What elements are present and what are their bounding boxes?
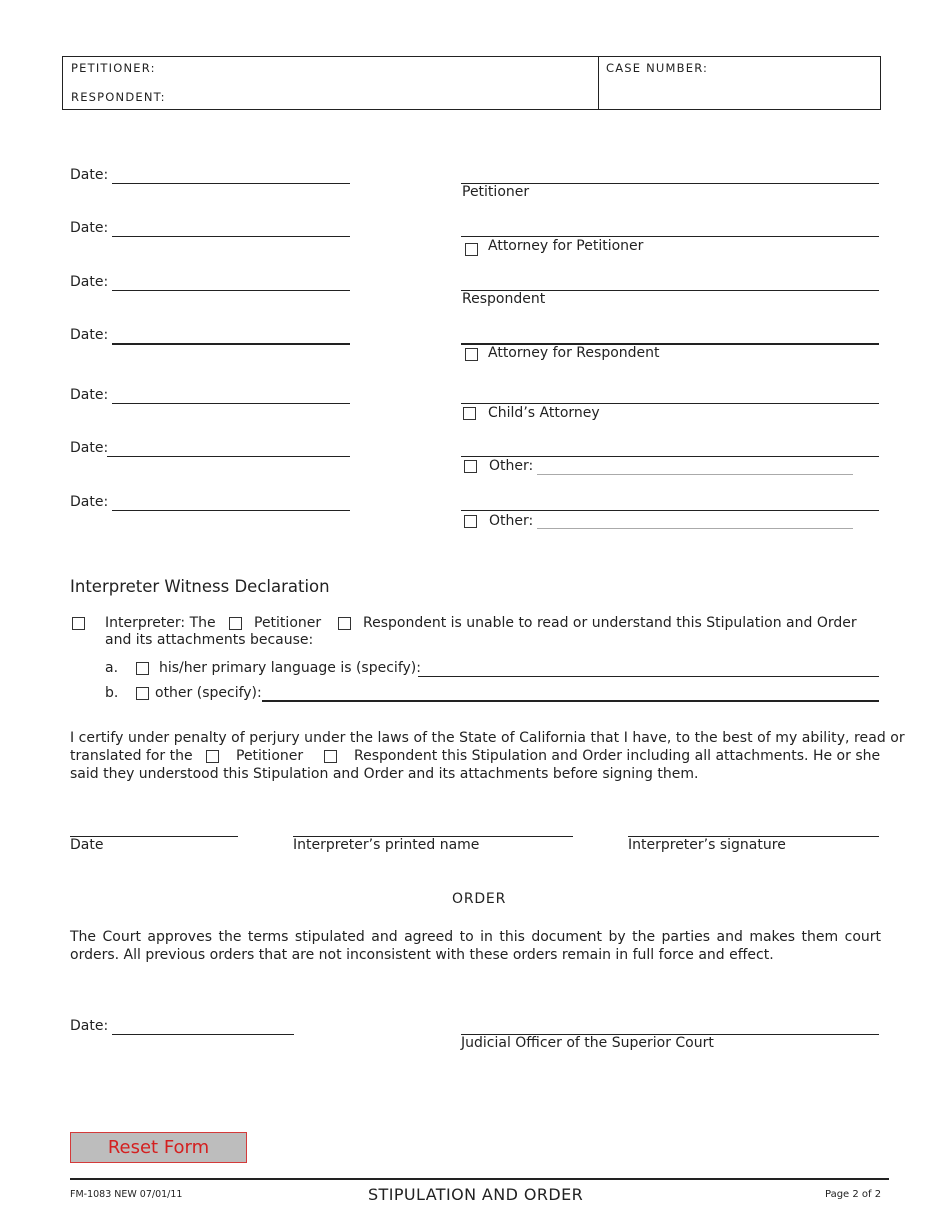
attorney-petitioner-checkbox[interactable] bbox=[465, 243, 478, 256]
item-b-label: b. bbox=[105, 685, 119, 701]
other-signature-line-2[interactable] bbox=[461, 510, 879, 511]
attorney-petitioner-signature-line[interactable] bbox=[461, 236, 879, 237]
interpreter-date-caption: Date bbox=[70, 837, 104, 853]
date-label-7: Date: bbox=[70, 494, 109, 510]
footer-rule bbox=[70, 1178, 889, 1180]
date-field-3[interactable] bbox=[112, 290, 350, 291]
petitioner-caption: Petitioner bbox=[462, 184, 530, 200]
interpreter-signature-caption: Interpreter’s signature bbox=[628, 837, 786, 853]
language-specify-field[interactable] bbox=[418, 676, 879, 677]
other-reason-text: other (specify): bbox=[155, 685, 262, 701]
interpreter-respondent-text: Respondent is unable to read or understand this Stipulation and Order bbox=[363, 615, 857, 631]
other-specify-field-2[interactable] bbox=[537, 528, 853, 529]
caption-divider bbox=[598, 57, 599, 109]
date-label-6: Date: bbox=[70, 440, 109, 456]
order-date-field[interactable] bbox=[112, 1034, 294, 1035]
other-reason-specify-field[interactable] bbox=[262, 700, 879, 702]
cert-line-3: said they understood this Stipulation and Order and its attachments before signing them. bbox=[70, 766, 699, 782]
attorney-petitioner-caption: Attorney for Petitioner bbox=[488, 238, 644, 254]
respondent-label: RESPONDENT: bbox=[71, 90, 166, 104]
other-caption-1: Other: bbox=[489, 458, 534, 474]
other-reason-checkbox[interactable] bbox=[136, 687, 149, 700]
form-id: FM-1083 NEW 07/01/11 bbox=[70, 1189, 183, 1200]
date-label-2: Date: bbox=[70, 220, 109, 236]
respondent-caption: Respondent bbox=[462, 291, 546, 307]
date-field-1[interactable] bbox=[112, 183, 350, 184]
attorney-respondent-caption: Attorney for Respondent bbox=[488, 345, 660, 361]
interpreter-petitioner-checkbox[interactable] bbox=[229, 617, 242, 630]
reset-form-button[interactable]: Reset Form bbox=[70, 1132, 247, 1163]
cert-prefix: translated for the bbox=[70, 748, 193, 764]
date-field-5[interactable] bbox=[112, 403, 350, 404]
other-checkbox-1[interactable] bbox=[464, 460, 477, 473]
date-field-4[interactable] bbox=[112, 343, 350, 345]
interpreter-petitioner-label: Petitioner bbox=[254, 615, 322, 631]
language-text: his/her primary language is (specify): bbox=[159, 660, 421, 676]
date-field-7[interactable] bbox=[112, 510, 350, 511]
language-checkbox[interactable] bbox=[136, 662, 149, 675]
cert-respondent-text: Respondent this Stipulation and Order including all attachments. He or she bbox=[354, 748, 881, 764]
case-number-label: CASE NUMBER: bbox=[606, 61, 709, 75]
date-label-4: Date: bbox=[70, 327, 109, 343]
attorney-respondent-checkbox[interactable] bbox=[465, 348, 478, 361]
other-caption-2: Other: bbox=[489, 513, 534, 529]
interpreter-checkbox[interactable] bbox=[72, 617, 85, 630]
other-signature-line-1[interactable] bbox=[461, 456, 879, 457]
childs-attorney-checkbox[interactable] bbox=[463, 407, 476, 420]
cert-petitioner-label: Petitioner bbox=[236, 748, 304, 764]
childs-attorney-caption: Child’s Attorney bbox=[488, 405, 600, 421]
cert-line-1: I certify under penalty of perjury under the laws of the State of California that I have, to the best of my ability, read or bbox=[70, 730, 905, 746]
interpreter-printed-name-caption: Interpreter’s printed name bbox=[293, 837, 480, 853]
childs-attorney-signature-line[interactable] bbox=[461, 403, 879, 404]
other-specify-field-1[interactable] bbox=[537, 474, 853, 475]
date-label-3: Date: bbox=[70, 274, 109, 290]
cert-petitioner-checkbox[interactable] bbox=[206, 750, 219, 763]
date-field-6[interactable] bbox=[107, 456, 350, 457]
order-heading: ORDER bbox=[452, 891, 507, 907]
page-number: Page 2 of 2 bbox=[825, 1189, 882, 1200]
footer-title: STIPULATION AND ORDER bbox=[368, 1185, 584, 1204]
date-label-1: Date: bbox=[70, 167, 109, 183]
date-label-5: Date: bbox=[70, 387, 109, 403]
interpreter-intro: Interpreter: The bbox=[105, 615, 216, 631]
item-a-label: a. bbox=[105, 660, 119, 676]
judicial-officer-caption: Judicial Officer of the Superior Court bbox=[461, 1035, 714, 1051]
caption-box bbox=[62, 56, 881, 110]
petitioner-label: PETITIONER: bbox=[71, 61, 156, 75]
other-checkbox-2[interactable] bbox=[464, 515, 477, 528]
order-text: The Court approves the terms stipulated and agreed to in this document by the parties and makes them court orders. All previous orders that are not inconsistent with these orders remain in full force and effect. bbox=[70, 929, 881, 963]
interpreter-heading: Interpreter Witness Declaration bbox=[70, 577, 330, 596]
interpreter-line2: and its attachments because: bbox=[105, 632, 314, 648]
date-field-2[interactable] bbox=[112, 236, 350, 237]
interpreter-respondent-checkbox[interactable] bbox=[338, 617, 351, 630]
order-date-label: Date: bbox=[70, 1018, 109, 1034]
cert-respondent-checkbox[interactable] bbox=[324, 750, 337, 763]
